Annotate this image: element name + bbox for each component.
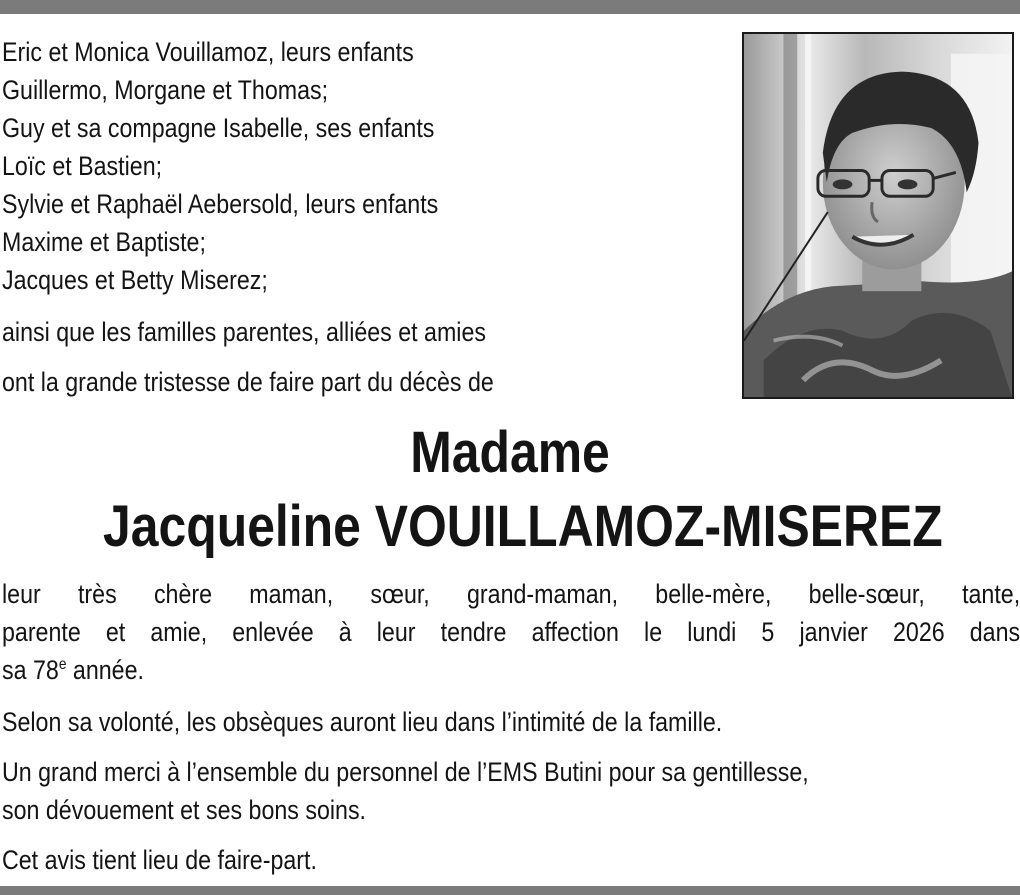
family-line: Jacques et Betty Miserez; bbox=[2, 265, 268, 295]
word: et bbox=[105, 617, 126, 647]
word: maman, bbox=[249, 579, 334, 609]
word: 5 bbox=[761, 617, 775, 647]
word: très bbox=[77, 579, 117, 609]
portrait-photo bbox=[742, 32, 1014, 399]
family-line: Loïc et Bastien; bbox=[2, 151, 163, 181]
description-line-1 bbox=[2, 575, 1020, 613]
intro-line: ont la grande tristesse de faire part du décès de bbox=[2, 367, 494, 397]
word: sœur, bbox=[370, 579, 430, 609]
deceased-full-name: Jacqueline VOUILLAMOZ-MISEREZ bbox=[103, 494, 943, 559]
bottom-rule bbox=[0, 886, 1020, 895]
portrait-illustration bbox=[744, 34, 1012, 397]
word: leur bbox=[2, 579, 41, 609]
description-line-3 bbox=[2, 651, 877, 689]
word: leur bbox=[376, 617, 416, 647]
word: parente bbox=[2, 617, 81, 647]
word: affection bbox=[531, 617, 619, 647]
family-line: Sylvie et Raphaël Aebersold, leurs enfants bbox=[2, 189, 439, 219]
word: amie, bbox=[150, 617, 208, 647]
family-line: Guy et sa compagne Isabelle, ses enfants bbox=[2, 113, 435, 143]
top-rule bbox=[0, 0, 1020, 14]
thanks-line: Un grand merci à l’ensemble du personnel de l’EMS Butini pour sa gentillesse, bbox=[2, 757, 809, 787]
word: belle-sœur, bbox=[808, 579, 925, 609]
ordinal-superscript: e bbox=[58, 656, 67, 673]
closing-paragraph bbox=[2, 841, 1020, 879]
funeral-text: Selon sa volonté, les obsèques auront lieu dans l’intimité de la famille. bbox=[2, 707, 723, 737]
thanks-line: son dévouement et ses bons soins. bbox=[2, 795, 367, 825]
thanks-paragraph bbox=[2, 753, 1020, 829]
word: tante, bbox=[962, 579, 1020, 609]
word: 2026 bbox=[892, 617, 945, 647]
word: janvier bbox=[799, 617, 868, 647]
deceased-title: Madame bbox=[410, 420, 610, 485]
age-suffix: année. bbox=[66, 655, 144, 685]
deceased-name-block bbox=[0, 418, 1020, 562]
family-line: Guillermo, Morgane et Thomas; bbox=[2, 75, 329, 105]
family-line: Maxime et Baptiste; bbox=[2, 227, 206, 257]
intro-text bbox=[2, 313, 722, 413]
word: à bbox=[338, 617, 352, 647]
intro-line: ainsi que les familles parentes, alliées et amies bbox=[2, 317, 486, 347]
word: chère bbox=[153, 579, 213, 609]
family-line: Eric et Monica Vouillamoz, leurs enfants bbox=[2, 37, 414, 67]
word: grand-maman, bbox=[467, 579, 619, 609]
funeral-paragraph bbox=[2, 703, 1020, 741]
word: tendre bbox=[440, 617, 507, 647]
word: belle-mère, bbox=[655, 579, 772, 609]
word: le bbox=[644, 617, 663, 647]
word: dans bbox=[969, 617, 1020, 647]
age-prefix: sa 78 bbox=[2, 655, 59, 685]
word: enlevée bbox=[232, 617, 314, 647]
description-text bbox=[2, 575, 1020, 689]
family-list bbox=[2, 33, 722, 299]
description-line-2 bbox=[2, 613, 1020, 651]
word: lundi bbox=[687, 617, 737, 647]
closing-text: Cet avis tient lieu de faire-part. bbox=[2, 845, 317, 875]
